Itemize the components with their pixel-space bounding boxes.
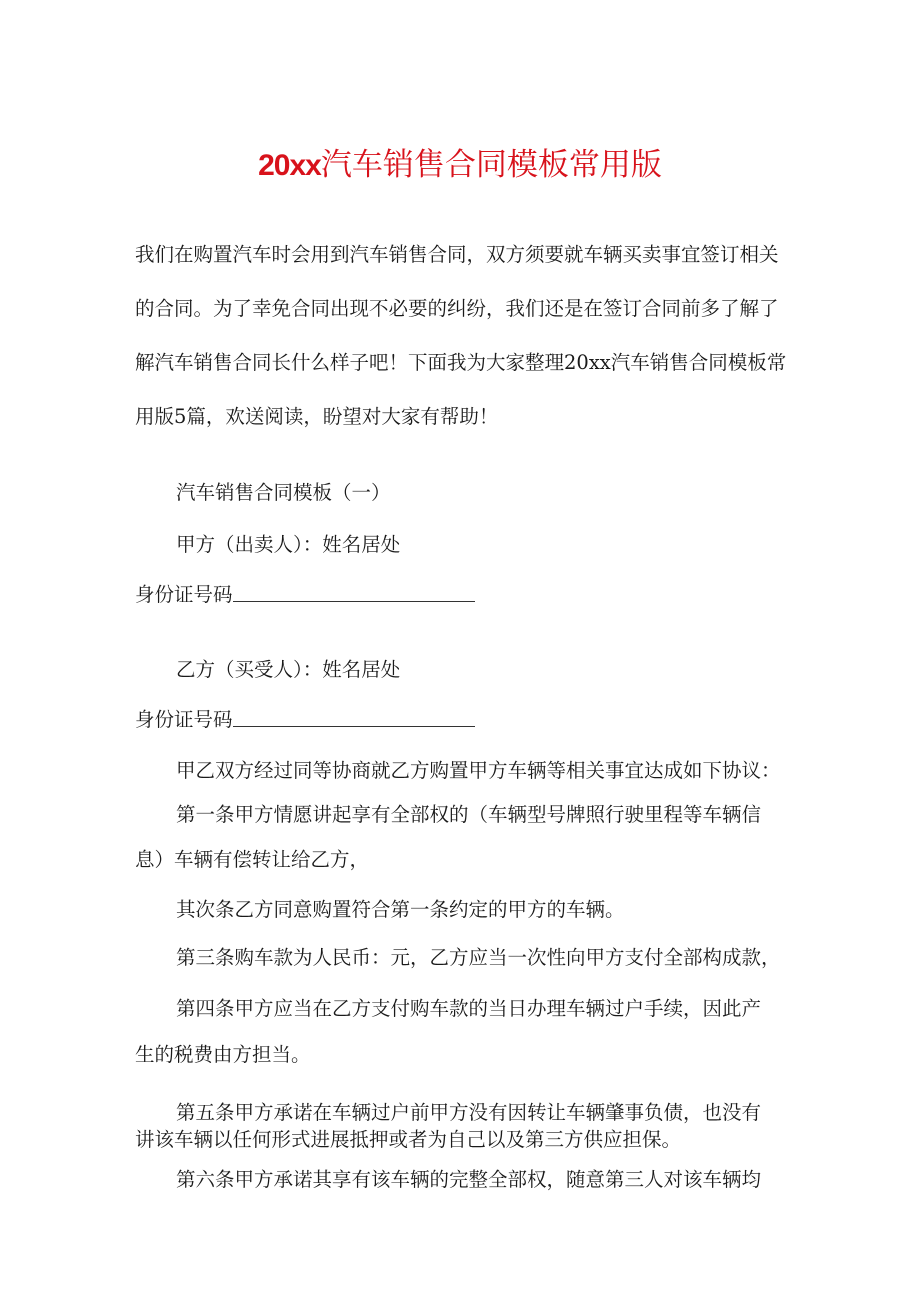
clause-5-line-1: 第五条甲方承诺在车辆过户前甲方没有因转让车辆肇事负债，也没有	[176, 1101, 762, 1124]
id-number-a-line	[135, 580, 795, 609]
id-number-a-blank	[233, 581, 475, 602]
section-heading: 汽车销售合同模板（一）	[176, 481, 391, 504]
id-number-b-line	[135, 705, 795, 734]
clause-1-line-2: 息）车辆有偿转让给乙方，	[135, 848, 370, 871]
intro-line: 的合同。为了幸免合同出现不必要的纠纷，我们还是在签订合同前多了解了	[135, 297, 779, 320]
clause-1-line-1: 第一条甲方情愿讲起享有全部权的（车辆型号牌照行驶里程等车辆信	[176, 803, 762, 826]
intro-paragraph	[135, 228, 800, 444]
clause-5-line-2: 讲该车辆以任何形式进展抵押或者为自己以及第三方供应担保。	[135, 1128, 682, 1151]
intro-line: 用版5篇，欢送阅读，盼望对大家有帮助！	[135, 405, 499, 428]
title-year: 20xx	[258, 149, 321, 182]
intro-line: 解汽车销售合同长什么样子吧！下面我为大家整理20xx汽车销售合同模板常	[135, 351, 787, 374]
party-b-line: 乙方（买受人）：姓名居处	[176, 658, 401, 681]
document-title	[0, 140, 920, 191]
party-a-line: 甲方（出卖人）：姓名居处	[176, 533, 401, 556]
clause-6-line-1: 第六条甲方承诺其享有该车辆的完整全部权，随意第三人对该车辆均	[176, 1168, 762, 1191]
agreement-intro: 甲乙双方经过同等协商就乙方购置甲方车辆等相关事宜达成如下协议：	[176, 759, 781, 782]
clause-4-line-1: 第四条甲方应当在乙方支付购车款的当日办理车辆过户手续，因此产	[176, 997, 762, 1020]
id-number-b-blank	[233, 706, 475, 727]
intro-line: 我们在购置汽车时会用到汽车销售合同，双方须要就车辆买卖事宜签订相关	[135, 243, 779, 266]
id-number-b-label: 身份证号码	[135, 708, 233, 731]
title-text: 汽车销售合同模板常用版	[320, 147, 662, 183]
id-number-a-label: 身份证号码	[135, 583, 233, 606]
clause-2: 其次条乙方同意购置符合第一条约定的甲方的车辆。	[176, 898, 625, 921]
clause-3: 第三条购车款为人民币：元，乙方应当一次性向甲方支付全部构成款，	[176, 946, 781, 969]
clause-4-line-2: 生的税费由方担当。	[135, 1043, 311, 1066]
